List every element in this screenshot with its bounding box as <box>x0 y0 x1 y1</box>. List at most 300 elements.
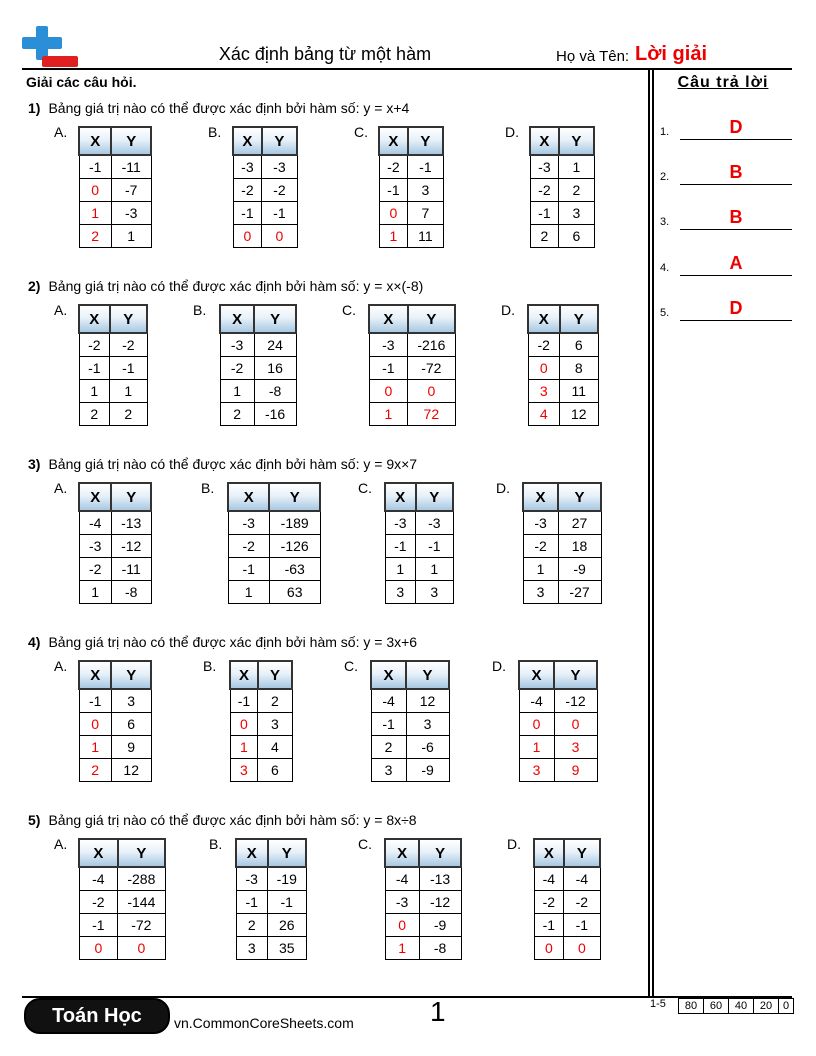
y-cell: -189 <box>269 511 320 535</box>
table-row <box>528 333 598 357</box>
table-row <box>79 403 147 426</box>
y-cell: -2 <box>262 179 297 202</box>
table-row <box>79 689 151 713</box>
y-cell: 12 <box>406 689 449 713</box>
question-number: 2) <box>28 278 41 294</box>
table-row <box>530 225 594 248</box>
x-cell: -3 <box>523 511 558 535</box>
value-table <box>529 126 595 248</box>
x-column-header: X <box>79 127 111 155</box>
x-cell: 1 <box>79 380 110 403</box>
value-table <box>533 838 601 960</box>
table-row <box>233 179 297 202</box>
option-letter: A. <box>54 658 68 674</box>
option-letter: C. <box>358 836 372 852</box>
answer-row <box>660 116 792 140</box>
option-letter: A. <box>54 480 68 496</box>
table-header-row <box>79 483 151 511</box>
table-row <box>236 867 306 891</box>
y-cell: -72 <box>118 914 165 937</box>
x-cell: 1 <box>79 736 111 759</box>
y-column-header: Y <box>560 305 599 333</box>
y-cell: -2 <box>564 891 600 914</box>
y-cell: 27 <box>558 511 601 535</box>
table-row <box>534 867 600 891</box>
y-cell: 1 <box>110 380 147 403</box>
x-column-header: X <box>385 839 419 867</box>
score-box: 40 <box>728 998 754 1014</box>
y-cell: -9 <box>406 759 449 782</box>
y-cell: 0 <box>554 713 597 736</box>
score-range-label: 1-5 <box>650 998 666 1010</box>
table-header-row <box>385 483 453 511</box>
y-cell: -8 <box>419 937 461 960</box>
y-cell: 63 <box>269 581 320 604</box>
question-number: 3) <box>28 456 41 472</box>
value-table <box>384 838 462 960</box>
table-header-row <box>528 305 598 333</box>
y-cell: -12 <box>419 891 461 914</box>
y-cell: 2 <box>258 689 292 713</box>
table-row <box>385 558 453 581</box>
answer-value: B <box>729 207 743 227</box>
x-cell: 2 <box>236 914 268 937</box>
x-column-header: X <box>236 839 268 867</box>
y-cell: 0 <box>408 380 455 403</box>
x-cell: 0 <box>534 937 564 960</box>
x-column-header: X <box>369 305 408 333</box>
y-cell: 1 <box>416 558 453 581</box>
x-cell: 1 <box>379 225 408 248</box>
table-row <box>523 535 601 558</box>
value-table <box>370 660 450 782</box>
table-row <box>236 937 306 960</box>
y-cell: -144 <box>118 891 165 914</box>
x-column-header: X <box>79 661 111 689</box>
answer-number: 1. <box>660 126 670 138</box>
table-header-row <box>530 127 594 155</box>
y-cell: -126 <box>269 535 320 558</box>
y-cell: 35 <box>268 937 307 960</box>
x-cell: 2 <box>530 225 559 248</box>
x-cell: -1 <box>79 357 110 380</box>
table-row <box>523 558 601 581</box>
y-column-header: Y <box>111 661 151 689</box>
x-column-header: X <box>233 127 262 155</box>
table-row <box>371 689 449 713</box>
table-row <box>523 581 601 604</box>
table-row <box>530 202 594 225</box>
x-cell: -1 <box>79 689 111 713</box>
value-table <box>227 482 321 604</box>
table-row <box>519 713 597 736</box>
y-cell: 3 <box>408 179 443 202</box>
y-cell: -12 <box>111 535 151 558</box>
x-cell: 0 <box>79 713 111 736</box>
table-row <box>230 713 292 736</box>
header-divider <box>22 68 792 70</box>
x-cell: 2 <box>79 225 111 248</box>
y-cell: 0 <box>262 225 297 248</box>
table-row <box>534 914 600 937</box>
table-row <box>385 914 461 937</box>
x-cell: -2 <box>79 558 111 581</box>
y-cell: -27 <box>558 581 601 604</box>
x-column-header: X <box>371 661 406 689</box>
value-table <box>527 304 599 426</box>
option-letter: D. <box>507 836 521 852</box>
table-row <box>233 155 297 179</box>
value-table <box>368 304 456 426</box>
x-cell: -2 <box>523 535 558 558</box>
table-row <box>385 937 461 960</box>
table-row <box>379 179 443 202</box>
question-text: Bảng giá trị nào có thể được xác định bởi hàm số: y = 3x+6 <box>48 634 418 650</box>
y-cell: 3 <box>258 713 292 736</box>
answer-number: 2. <box>660 171 670 183</box>
table-row <box>228 581 320 604</box>
table-header-row <box>379 127 443 155</box>
option-letter: B. <box>201 480 215 496</box>
x-cell: 3 <box>385 581 416 604</box>
x-cell: -3 <box>228 511 269 535</box>
table-row <box>385 581 453 604</box>
y-cell: -13 <box>419 867 461 891</box>
x-cell: 1 <box>369 403 408 426</box>
x-column-header: X <box>379 127 408 155</box>
x-cell: 1 <box>79 581 111 604</box>
y-cell: -63 <box>269 558 320 581</box>
value-table <box>78 660 152 782</box>
option-letter: D. <box>496 480 510 496</box>
y-cell: 9 <box>111 736 151 759</box>
value-table <box>78 482 152 604</box>
x-cell: -4 <box>385 867 419 891</box>
x-cell: -1 <box>530 202 559 225</box>
question-prompt <box>28 812 417 828</box>
table-row <box>230 689 292 713</box>
y-cell: -3 <box>262 155 297 179</box>
answer-panel-divider-inner <box>652 68 654 996</box>
value-table <box>78 126 152 248</box>
x-cell: -1 <box>534 914 564 937</box>
table-header-row <box>79 127 151 155</box>
answer-panel-title: Câu trả lời <box>677 74 769 91</box>
y-column-header: Y <box>118 839 165 867</box>
table-header-row <box>534 839 600 867</box>
y-cell: -1 <box>262 202 297 225</box>
y-cell: 3 <box>416 581 453 604</box>
y-cell: 0 <box>118 937 165 960</box>
value-table <box>235 838 307 960</box>
x-column-header: X <box>79 839 118 867</box>
x-cell: -4 <box>519 689 554 713</box>
table-row <box>519 689 597 713</box>
table-header-row <box>369 305 455 333</box>
table-row <box>220 333 296 357</box>
answer-blank-line <box>680 275 792 276</box>
table-row <box>233 225 297 248</box>
table-row <box>236 891 306 914</box>
table-row <box>519 736 597 759</box>
x-cell: -2 <box>233 179 262 202</box>
y-column-header: Y <box>254 305 296 333</box>
x-cell: 4 <box>528 403 560 426</box>
answer-blank-line <box>680 229 792 230</box>
table-row <box>369 357 455 380</box>
x-cell: -3 <box>233 155 262 179</box>
y-cell: 11 <box>560 380 599 403</box>
y-column-header: Y <box>408 127 443 155</box>
x-cell: -4 <box>534 867 564 891</box>
table-row <box>530 179 594 202</box>
x-cell: -3 <box>385 511 416 535</box>
x-cell: 3 <box>371 759 406 782</box>
y-cell: 2 <box>559 179 594 202</box>
x-cell: 0 <box>79 937 118 960</box>
y-column-header: Y <box>268 839 307 867</box>
page-number: 1 <box>430 996 446 1027</box>
answer-row <box>660 252 792 276</box>
table-row <box>379 225 443 248</box>
x-cell: -1 <box>79 914 118 937</box>
name-value: Lời giải <box>635 43 708 65</box>
x-cell: 0 <box>379 202 408 225</box>
option-letter: B. <box>193 302 207 318</box>
y-column-header: Y <box>258 661 292 689</box>
table-header-row <box>519 661 597 689</box>
x-cell: -1 <box>379 179 408 202</box>
value-table <box>78 838 166 960</box>
x-cell: 1 <box>523 558 558 581</box>
y-cell: 16 <box>254 357 296 380</box>
instructions: Giải các câu hỏi. <box>26 74 137 90</box>
y-cell: -1 <box>110 357 147 380</box>
x-cell: -3 <box>79 535 111 558</box>
question-prompt <box>28 634 417 650</box>
table-row <box>371 713 449 736</box>
x-cell: -2 <box>79 891 118 914</box>
answer-blank-line <box>680 139 792 140</box>
table-row <box>523 511 601 535</box>
table-row <box>228 558 320 581</box>
y-cell: 6 <box>258 759 292 782</box>
y-cell: -9 <box>419 914 461 937</box>
answer-number: 4. <box>660 262 670 274</box>
answer-value: A <box>729 253 743 273</box>
y-cell: 1 <box>559 155 594 179</box>
site-url: vn.CommonCoreSheets.com <box>174 1015 354 1031</box>
table-row <box>530 155 594 179</box>
table-row <box>79 357 147 380</box>
x-cell: -1 <box>228 558 269 581</box>
brand-badge: Toán Học <box>24 998 170 1034</box>
y-cell: 3 <box>406 713 449 736</box>
answer-number: 3. <box>660 216 670 228</box>
y-cell: -16 <box>254 403 296 426</box>
table-row <box>369 403 455 426</box>
y-cell: 3 <box>111 689 151 713</box>
x-cell: -1 <box>369 357 408 380</box>
x-cell: -1 <box>79 155 111 179</box>
x-cell: -1 <box>230 689 258 713</box>
x-cell: 2 <box>79 759 111 782</box>
x-column-header: X <box>230 661 258 689</box>
y-cell: 1 <box>111 225 151 248</box>
y-column-header: Y <box>262 127 297 155</box>
value-table <box>232 126 298 248</box>
table-row <box>385 891 461 914</box>
y-cell: -1 <box>416 535 453 558</box>
table-row <box>379 202 443 225</box>
x-cell: -1 <box>236 891 268 914</box>
table-row <box>519 759 597 782</box>
option-letter: A. <box>54 836 68 852</box>
score-box: 80 <box>678 998 704 1014</box>
table-header-row <box>230 661 292 689</box>
table-header-row <box>79 839 165 867</box>
y-cell: -11 <box>111 155 151 179</box>
table-row <box>371 759 449 782</box>
question-prompt <box>28 100 409 116</box>
table-row <box>79 891 165 914</box>
x-column-header: X <box>220 305 254 333</box>
name-label: Họ và Tên: <box>556 48 630 65</box>
value-table <box>522 482 602 604</box>
option-letter: D. <box>505 124 519 140</box>
answer-value: D <box>729 117 743 137</box>
table-row <box>369 333 455 357</box>
x-cell: 0 <box>369 380 408 403</box>
x-cell: -2 <box>228 535 269 558</box>
x-cell: 2 <box>371 736 406 759</box>
table-row <box>79 759 151 782</box>
y-cell: 72 <box>408 403 455 426</box>
y-cell: -1 <box>564 914 600 937</box>
y-cell: 6 <box>559 225 594 248</box>
x-cell: 0 <box>230 713 258 736</box>
y-cell: -7 <box>111 179 151 202</box>
x-cell: 1 <box>79 202 111 225</box>
table-row <box>534 937 600 960</box>
x-cell: 3 <box>523 581 558 604</box>
x-cell: -1 <box>385 535 416 558</box>
table-row <box>220 403 296 426</box>
x-cell: 0 <box>519 713 554 736</box>
y-column-header: Y <box>554 661 597 689</box>
y-cell: 6 <box>560 333 599 357</box>
value-table <box>378 126 444 248</box>
table-row <box>233 202 297 225</box>
value-table <box>78 304 148 426</box>
table-row <box>79 713 151 736</box>
x-cell: -4 <box>371 689 406 713</box>
table-row <box>379 155 443 179</box>
x-cell: -2 <box>379 155 408 179</box>
y-cell: 4 <box>258 736 292 759</box>
x-cell: -2 <box>534 891 564 914</box>
x-cell: -3 <box>385 891 419 914</box>
y-cell: -2 <box>110 333 147 357</box>
table-header-row <box>236 839 306 867</box>
table-row <box>528 403 598 426</box>
table-header-row <box>220 305 296 333</box>
option-letter: C. <box>354 124 368 140</box>
y-cell: -8 <box>111 581 151 604</box>
table-row <box>79 558 151 581</box>
table-row <box>79 736 151 759</box>
y-cell: -4 <box>564 867 600 891</box>
table-row <box>528 380 598 403</box>
worksheet-title: Xác định bảng từ một hàm <box>218 44 432 64</box>
x-cell: -4 <box>79 867 118 891</box>
table-row <box>79 333 147 357</box>
answer-number: 5. <box>660 307 670 319</box>
y-column-header: Y <box>110 305 147 333</box>
value-table <box>384 482 454 604</box>
answer-row <box>660 161 792 185</box>
x-cell: -3 <box>369 333 408 357</box>
table-row <box>228 535 320 558</box>
table-row <box>385 867 461 891</box>
question-text: Bảng giá trị nào có thể được xác định bởi hàm số: y = x+4 <box>48 100 410 116</box>
y-column-header: Y <box>558 483 601 511</box>
x-column-header: X <box>519 661 554 689</box>
x-cell: -2 <box>530 179 559 202</box>
table-row <box>228 511 320 535</box>
table-row <box>528 357 598 380</box>
y-cell: 18 <box>558 535 601 558</box>
table-row <box>79 179 151 202</box>
x-cell: -1 <box>233 202 262 225</box>
x-cell: 3 <box>519 759 554 782</box>
y-column-header: Y <box>419 839 461 867</box>
y-cell: -216 <box>408 333 455 357</box>
y-cell: -12 <box>554 689 597 713</box>
question-number: 1) <box>28 100 41 116</box>
table-row <box>371 736 449 759</box>
question-text: Bảng giá trị nào có thể được xác định bởi hàm số: y = 9x×7 <box>48 456 418 472</box>
x-column-header: X <box>523 483 558 511</box>
table-row <box>79 511 151 535</box>
table-header-row <box>523 483 601 511</box>
answer-row <box>660 206 792 230</box>
y-column-header: Y <box>564 839 600 867</box>
question-number: 5) <box>28 812 41 828</box>
y-cell: 3 <box>559 202 594 225</box>
value-table <box>518 660 598 782</box>
y-cell: -19 <box>268 867 307 891</box>
y-cell: -288 <box>118 867 165 891</box>
x-cell: 1 <box>385 937 419 960</box>
x-cell: 1 <box>220 380 254 403</box>
table-row <box>236 914 306 937</box>
x-cell: 2 <box>220 403 254 426</box>
y-column-header: Y <box>559 127 594 155</box>
y-cell: -11 <box>111 558 151 581</box>
x-cell: 1 <box>230 736 258 759</box>
x-cell: 1 <box>519 736 554 759</box>
table-header-row <box>371 661 449 689</box>
score-box: 60 <box>703 998 729 1014</box>
x-cell: 1 <box>228 581 269 604</box>
answer-value: B <box>729 162 743 182</box>
x-column-header: X <box>528 305 560 333</box>
y-cell: 0 <box>564 937 600 960</box>
x-cell: -3 <box>530 155 559 179</box>
y-cell: -1 <box>408 155 443 179</box>
question-prompt <box>28 456 417 472</box>
